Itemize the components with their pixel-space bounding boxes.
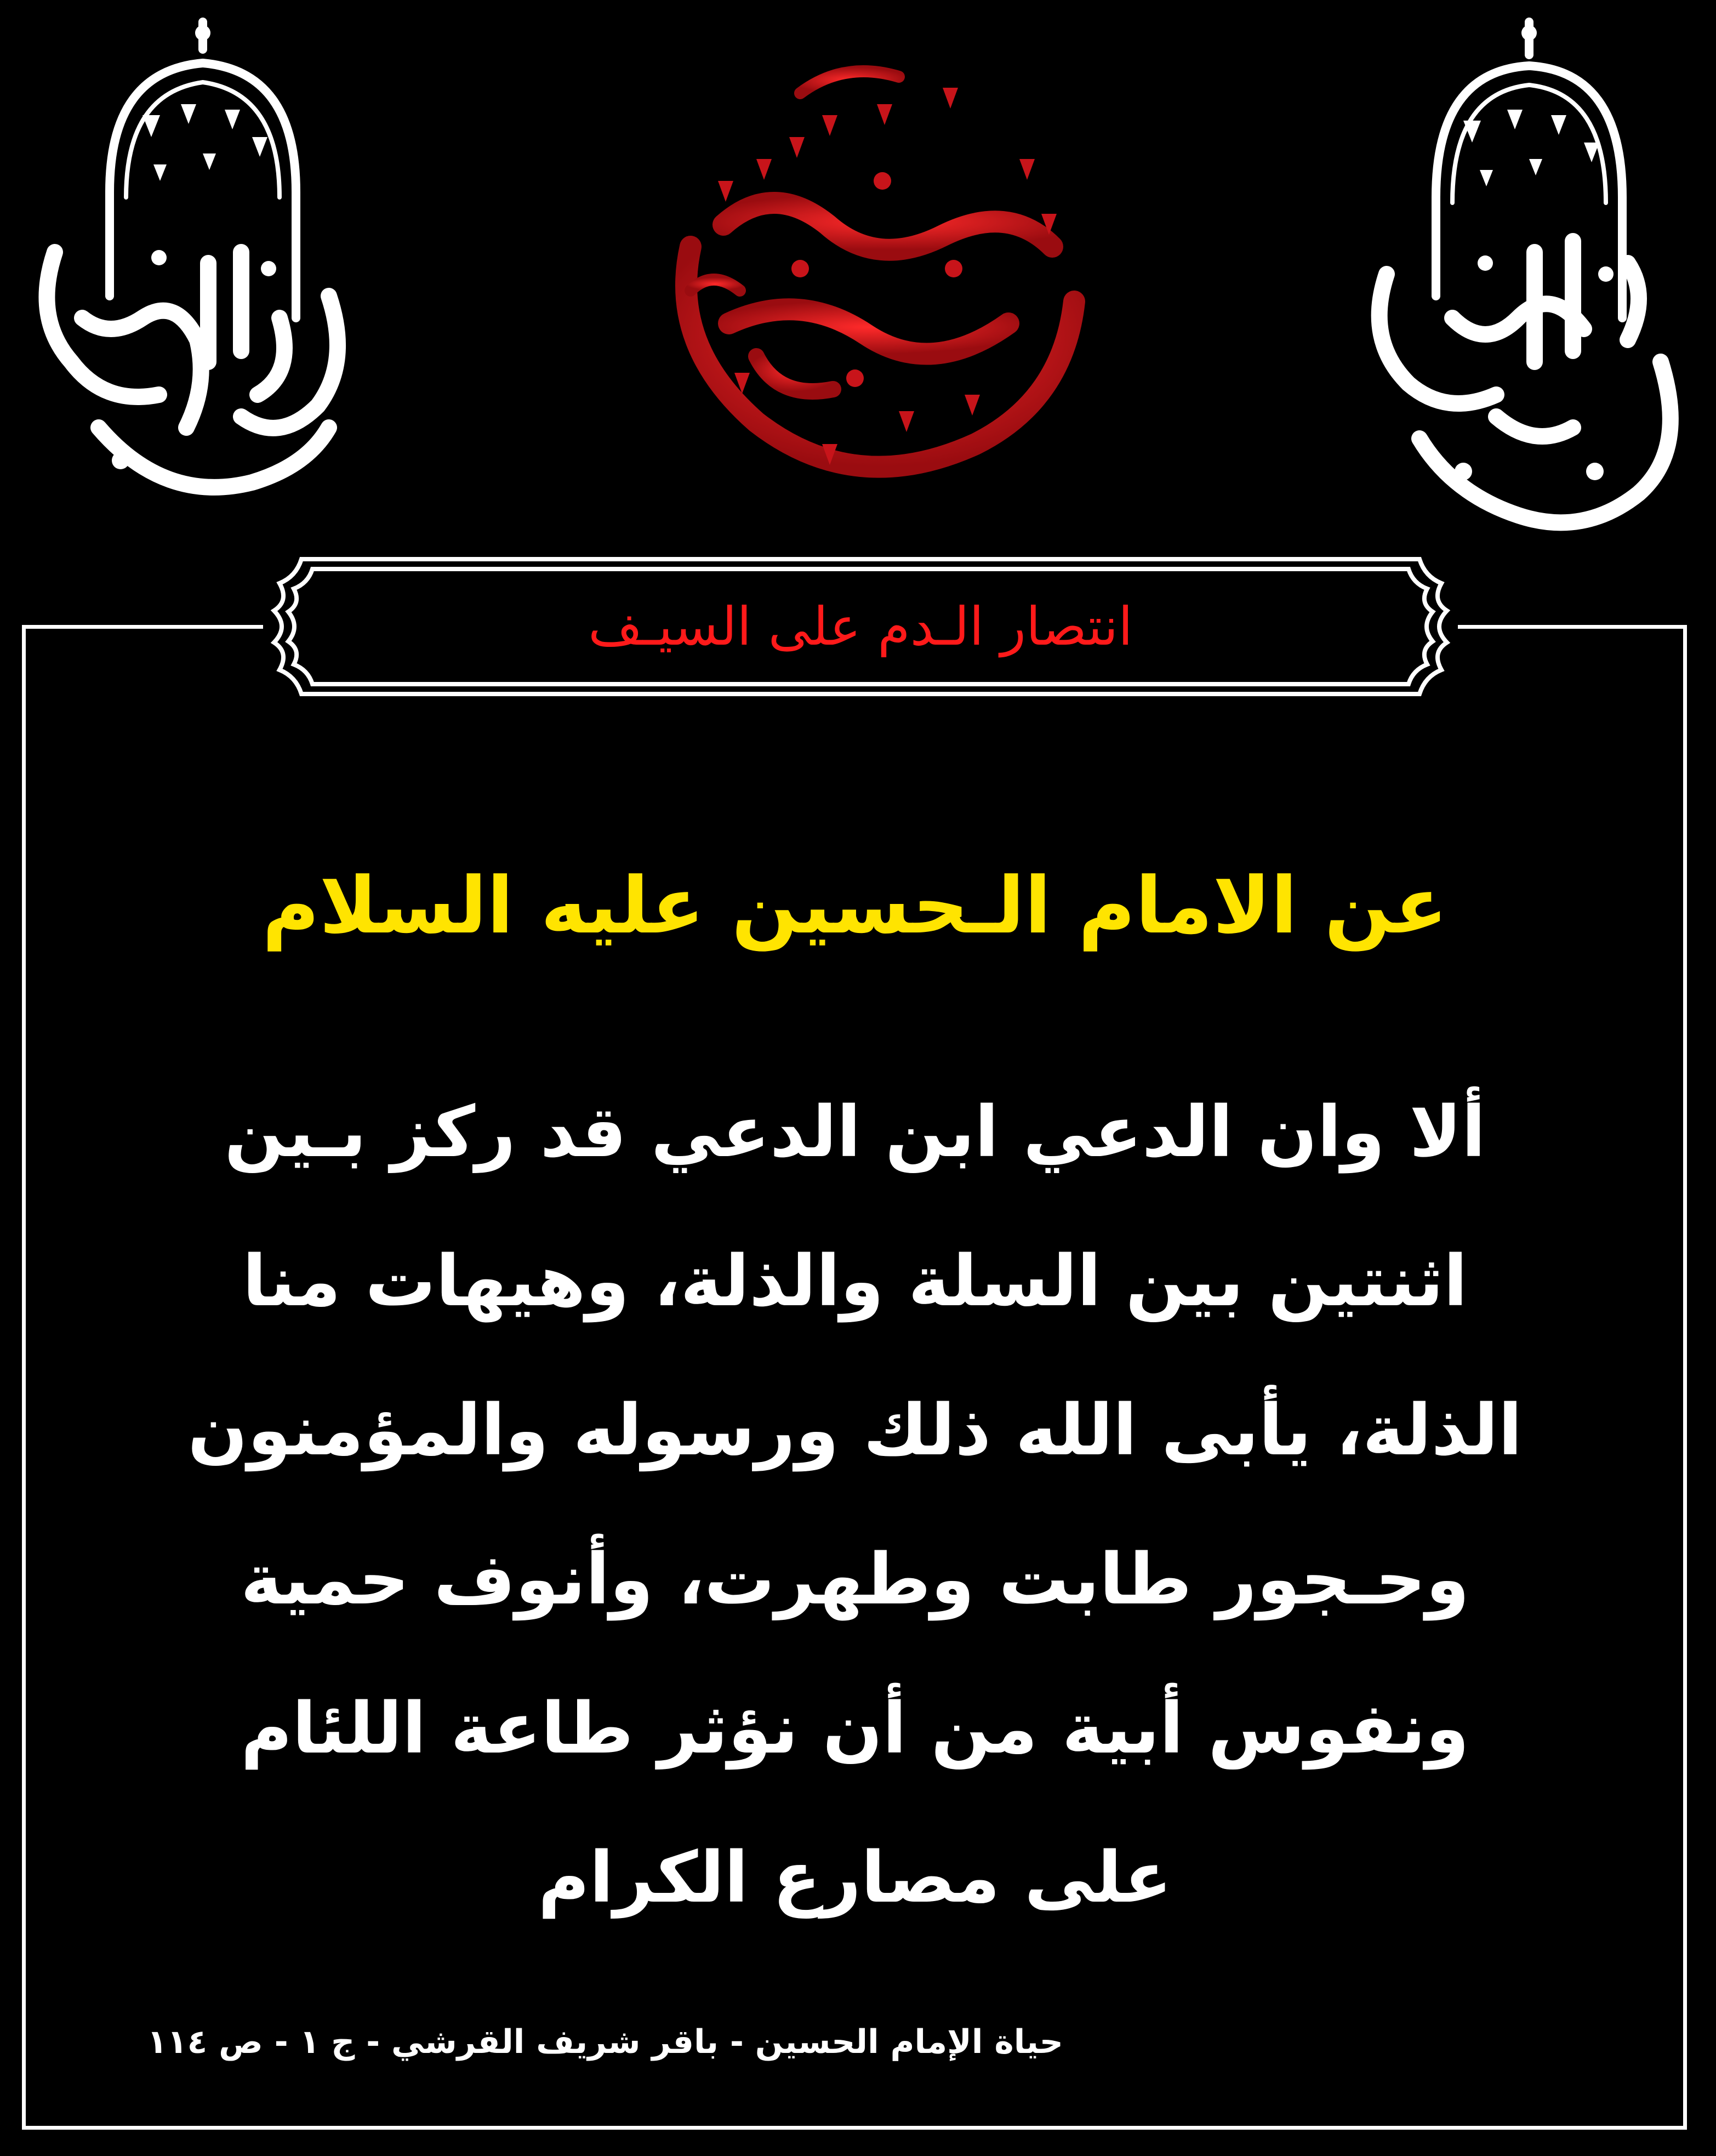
left-calligraphy-emblem [22, 11, 373, 537]
source-citation: حياة الإمام الحسين - باقر شريف القرشي - ج ١ - ص ١١٤ [147, 2023, 1063, 2061]
title-banner [263, 555, 1458, 698]
right-calligraphy-emblem [1354, 11, 1704, 565]
quote-line: الذلة، يأبى الله ذلك ورسوله والمؤمنون [187, 1390, 1523, 1471]
quote-line: على مصارع الكرام [538, 1837, 1172, 1919]
quote-line: وحـجور طابت وطهرت، وأنوف حمية [240, 1539, 1470, 1620]
center-calligraphy-emblem [592, 16, 1129, 554]
title-text: انتصار الـدم على السيـف [588, 596, 1133, 657]
quote-body [164, 1058, 1546, 1953]
quote-line: ونفوس أبية من أن نؤثر طاعة اللئام [241, 1688, 1469, 1770]
quote-line: اثنتين بين السلة والذلة، وهيهات منا [242, 1241, 1468, 1322]
quote-heading: عن الامام الـحسين عليه السلام [262, 861, 1448, 951]
quote-line: ألا وان الدعي ابن الدعي قد ركز بـين [224, 1091, 1486, 1173]
